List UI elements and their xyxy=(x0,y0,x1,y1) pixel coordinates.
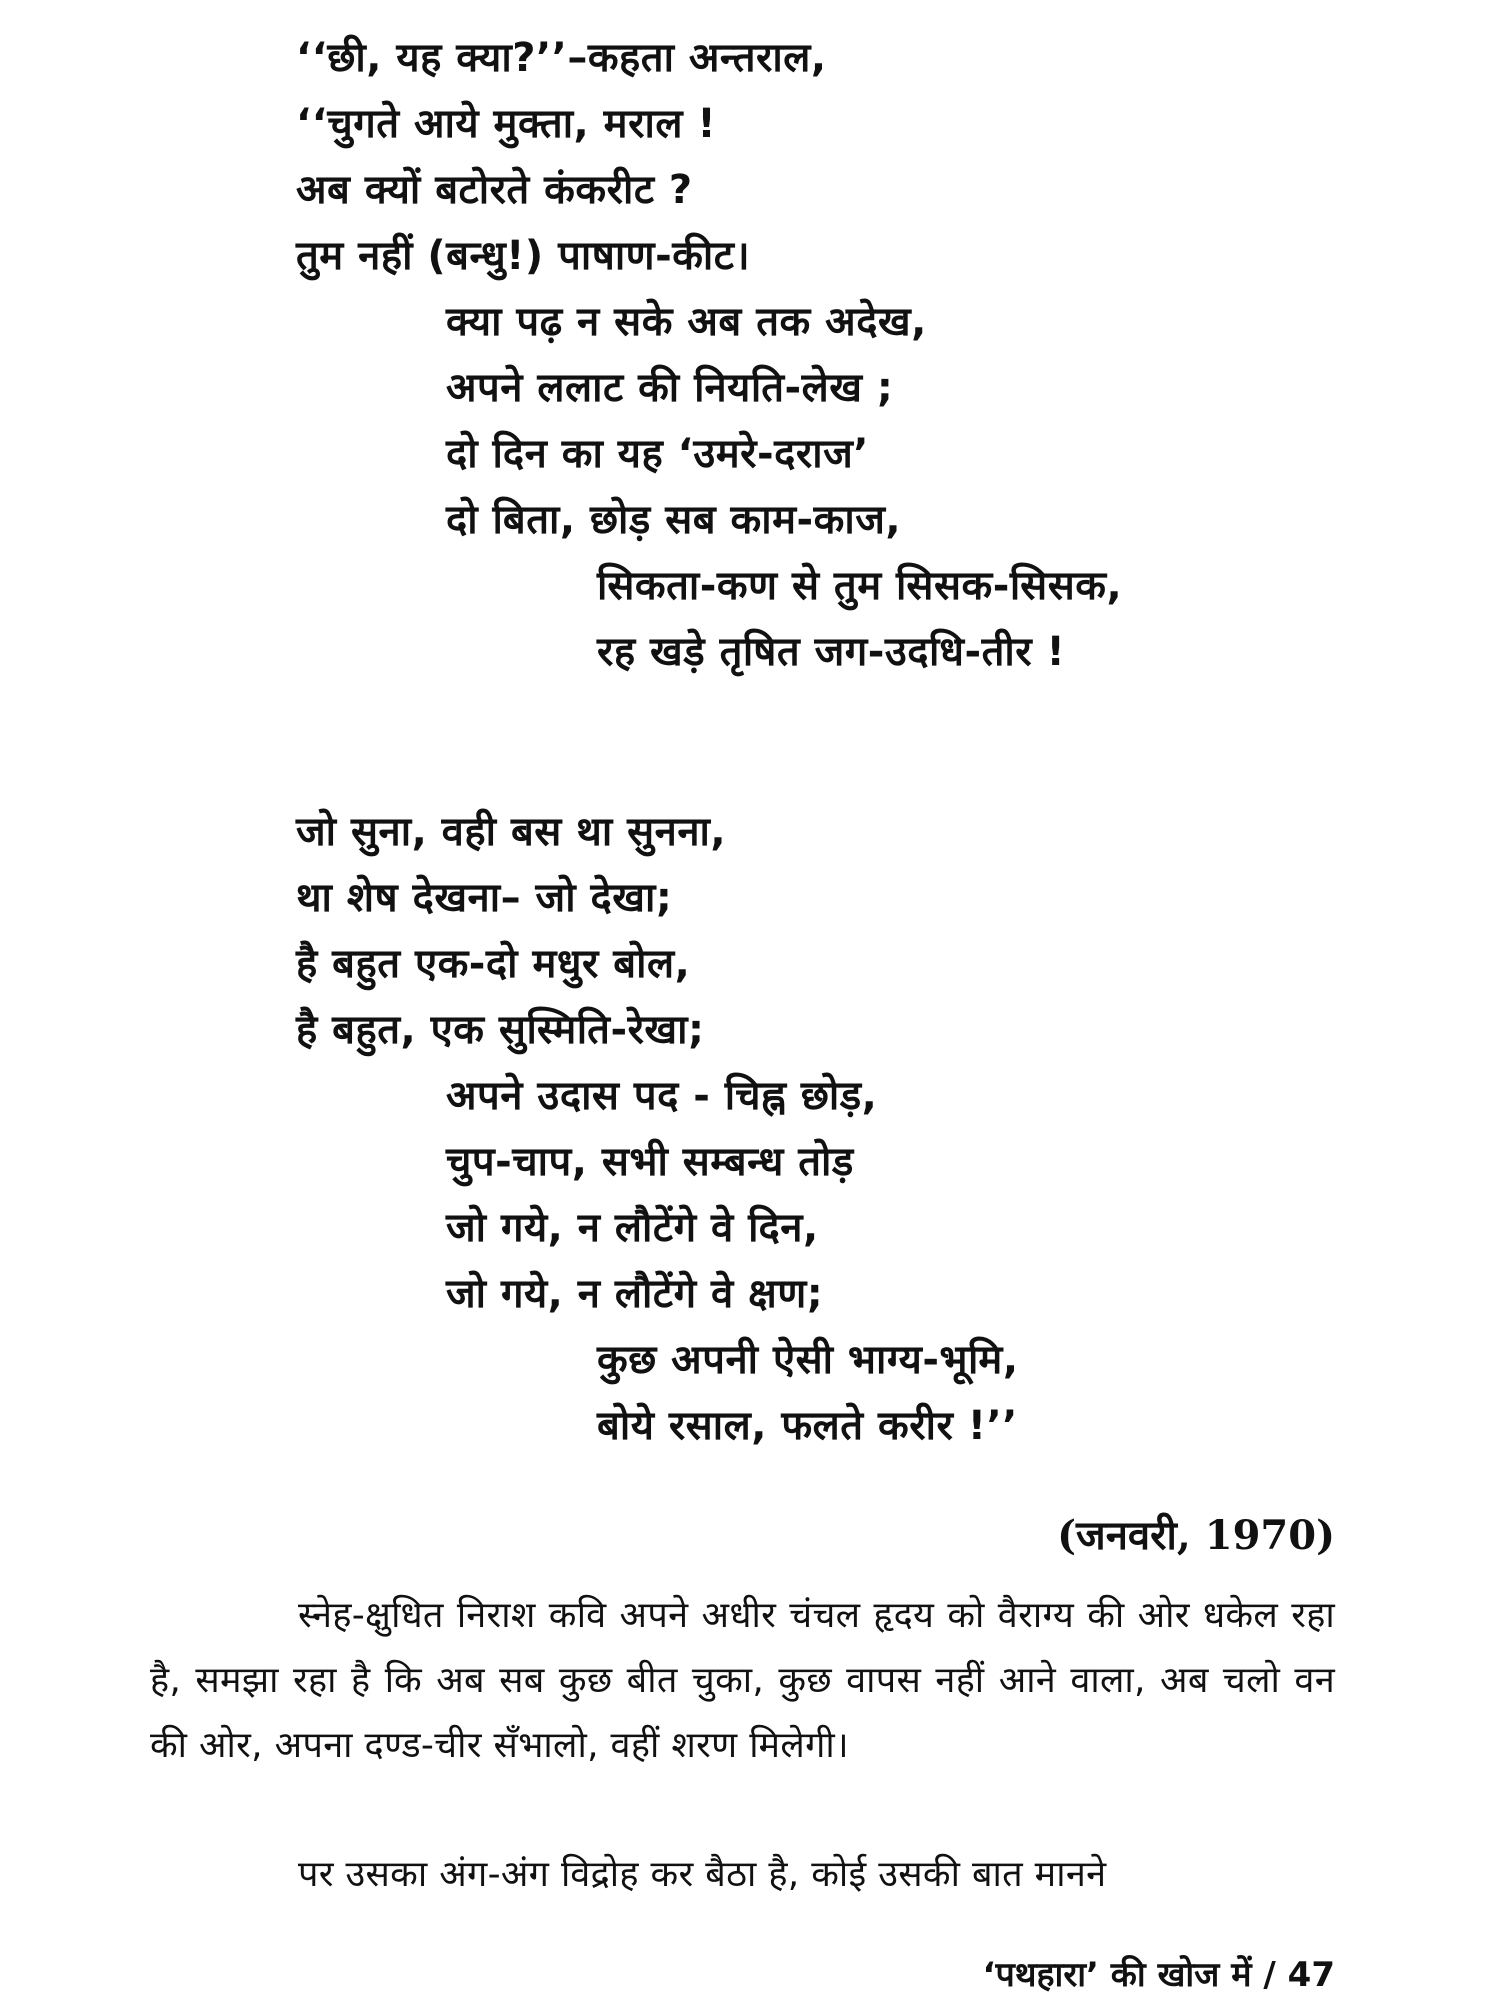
poem-line: है बहुत, एक सुस्मिति-रेखा; xyxy=(296,1007,705,1053)
poem-line: है बहुत एक-दो मधुर बोल, xyxy=(296,941,691,987)
poem-line: क्या पढ़ न सके अब तक अदेख, xyxy=(446,299,927,345)
poem-line: जो सुना, वही बस था सुनना, xyxy=(296,809,727,855)
poem-line: तुम नहीं (बन्धु!) पाषाण-कीट। xyxy=(296,233,751,279)
poem-line: कुछ अपनी ऐसी भाग्य-भूमि, xyxy=(597,1337,1019,1383)
poem-line: दो बिता, छोड़ सब काम-काज, xyxy=(446,497,902,543)
poem-line: सिकता-कण से तुम सिसक-सिसक, xyxy=(597,563,1123,609)
poem-line: जो गये, न लौटेंगे वे क्षण; xyxy=(446,1271,824,1317)
poem-line: ‘‘छी, यह क्या?’’–कहता अन्तराल, xyxy=(296,35,827,81)
poem-line: ‘‘चुगते आये मुक्ता, मराल ! xyxy=(296,101,717,147)
poem-line: अपने ललाट की नियति-लेख ; xyxy=(446,365,894,411)
poem-line: रह खड़े तृषित जग-उदधि-तीर ! xyxy=(597,629,1066,675)
poem-date: (जनवरी, 1970) xyxy=(1057,1512,1335,1559)
poem-line: दो दिन का यह ‘उमरे-दराज’ xyxy=(446,431,869,477)
running-footer: ‘पथहारा’ की खोज में / 47 xyxy=(982,1955,1335,1995)
poem-line: चुप-चाप, सभी सम्बन्ध तोड़ xyxy=(446,1139,854,1185)
prose-paragraph: स्नेह-क्षुधित निराश कवि अपने अधीर चंचल हृदय को वैराग्य की ओर धकेल रहा है, समझा रहा है कि अब सब कुछ बीत चुका, कुछ वापस नहीं आने वाला, अब चलो वन की ओर, अपना दण्ड-चीर सँभालो, वहीं शरण मिलेगी। xyxy=(150,1595,1335,1766)
poem-line: जो गये, न लौटेंगे वे दिन, xyxy=(446,1205,819,1251)
poem-line: था शेष देखना– जो देखा; xyxy=(296,875,673,921)
poem-line: अब क्यों बटोरते कंकरीट ? xyxy=(296,167,693,213)
poem-line: अपने उदास पद - चिह्न छोड़, xyxy=(446,1073,878,1119)
prose-paragraph: पर उसका अंग-अंग विद्रोह कर बैठा है, कोई उसकी बात मानने xyxy=(298,1854,1107,1895)
poem-line: बोये रसाल, फलते करीर !’’ xyxy=(597,1403,1018,1449)
